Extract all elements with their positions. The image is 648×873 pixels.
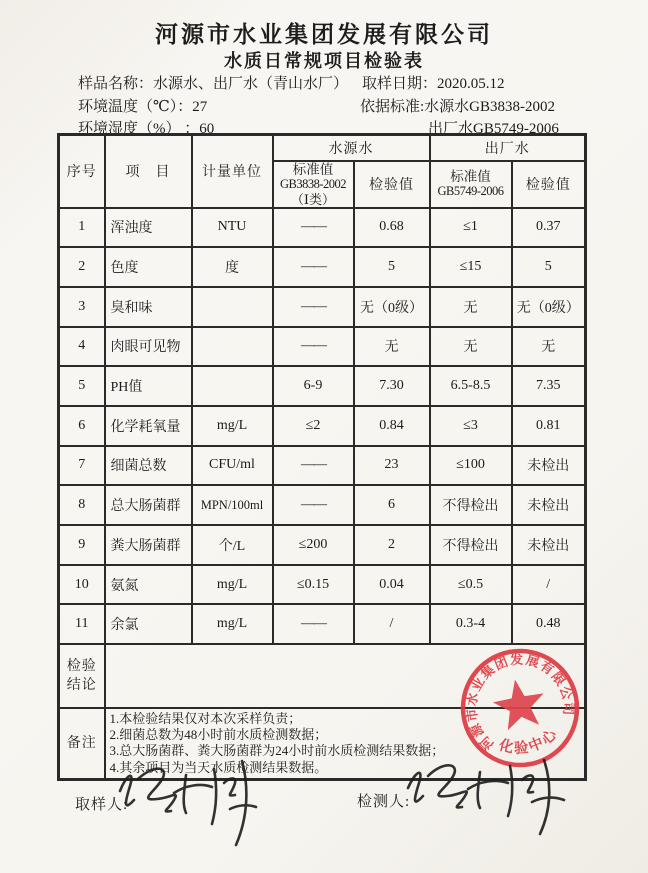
remark-line: 1.本检验结果仅对本次采样负责；	[109, 711, 302, 727]
row-source-standard: ≤2	[273, 406, 354, 446]
row-outlet-standard: 无	[430, 287, 512, 327]
row-item: 浑浊度	[105, 208, 192, 248]
table-row	[59, 366, 586, 406]
standard-basis-line	[360, 95, 555, 116]
row-source-standard: ——	[273, 485, 354, 525]
row-item: 粪大肠菌群	[105, 525, 192, 565]
row-outlet-value: 5	[512, 247, 586, 287]
row-outlet-standard: ≤0.5	[430, 565, 512, 605]
tester-signature	[398, 752, 583, 842]
basis-label: 依据标准:	[360, 99, 425, 115]
row-outlet-standard: 无	[430, 327, 512, 367]
humidity-value: 60	[199, 121, 215, 137]
row-source-standard: ——	[273, 446, 354, 486]
table-row	[59, 485, 586, 525]
row-outlet-standard: 不得检出	[430, 525, 512, 565]
row-seq: 7	[59, 446, 105, 486]
row-item: 色度	[105, 247, 192, 287]
conclusion-label: 检验 结论	[59, 644, 105, 708]
table-row	[59, 247, 586, 287]
row-item: 细菌总数	[105, 446, 192, 486]
sampler-signature	[110, 757, 270, 852]
row-outlet-standard: ≤1	[430, 208, 512, 248]
sample-name-label: 样品名称：	[78, 76, 154, 92]
col-header-unit: 计量单位	[192, 135, 273, 208]
temperature-value: 27	[192, 99, 208, 115]
table-row	[59, 604, 586, 644]
row-source-standard: ——	[273, 247, 354, 287]
row-source-value: 23	[354, 446, 430, 486]
humidity-label: 环境湿度（%） ：	[78, 121, 200, 137]
table-row	[59, 406, 586, 446]
group-header-source-water: 水源水	[273, 135, 430, 161]
row-source-standard: ——	[273, 208, 354, 248]
table-row	[59, 446, 586, 486]
col-header-outlet-standard: 标准值 GB5749-2006	[430, 161, 512, 208]
row-unit: MPN/100ml	[192, 485, 273, 525]
row-outlet-standard: ≤3	[430, 406, 512, 446]
col-header-outlet-checkvalue: 检验值	[512, 161, 586, 208]
sampling-date-label: 取样日期：	[362, 76, 438, 92]
row-source-value: 6	[354, 485, 430, 525]
row-seq: 3	[59, 287, 105, 327]
row-outlet-value: 未检出	[512, 446, 586, 486]
row-outlet-value: 0.48	[512, 604, 586, 644]
row-unit: 个/L	[192, 525, 273, 565]
col-header-seq: 序号	[59, 135, 105, 208]
table-row	[59, 525, 586, 565]
row-seq: 1	[59, 208, 105, 248]
row-item: 肉眼可见物	[105, 327, 192, 367]
row-source-standard: ——	[273, 287, 354, 327]
row-outlet-standard: ≤100	[430, 446, 512, 486]
row-source-standard: ≤0.15	[273, 565, 354, 605]
row-outlet-standard: 不得检出	[430, 485, 512, 525]
row-unit: mg/L	[192, 406, 273, 446]
row-seq: 2	[59, 247, 105, 287]
remark-line: 3.总大肠菌群、粪大肠菌群为24小时前水质检测结果数据；	[109, 743, 445, 759]
row-outlet-value: 无（0级）	[512, 287, 586, 327]
row-source-standard: ——	[273, 604, 354, 644]
row-outlet-value: 7.35	[512, 366, 586, 406]
remark-line: 2.细菌总数为48小时前水质检测数据；	[109, 727, 328, 743]
row-item: 余氯	[105, 604, 192, 644]
remark-line: 4.其余项目为当天水质检测结果数据。	[109, 759, 328, 775]
sample-name-line	[78, 72, 348, 93]
table-row	[59, 208, 586, 248]
col-header-item: 项 目	[105, 135, 192, 208]
seal-star-icon	[490, 675, 549, 732]
company-name-heading: 河源市水业集团发展有限公司	[155, 22, 493, 47]
row-outlet-value: 0.81	[512, 406, 586, 446]
row-seq: 10	[59, 565, 105, 605]
row-unit: mg/L	[192, 565, 273, 605]
row-item: 总大肠菌群	[105, 485, 192, 525]
row-unit: 度	[192, 247, 273, 287]
row-source-standard: ——	[273, 327, 354, 367]
row-unit: CFU/ml	[192, 446, 273, 486]
row-seq: 6	[59, 406, 105, 446]
seal-ring-text: 河源市水业集团发展有限公司	[463, 651, 577, 754]
row-seq: 4	[59, 327, 105, 367]
seal-center-text: 化验中心	[497, 725, 562, 758]
sampling-date-line	[362, 72, 505, 93]
row-item: PH值	[105, 366, 192, 406]
row-source-value: 无（0级）	[354, 287, 430, 327]
row-source-value: /	[354, 604, 430, 644]
row-source-value: 0.84	[354, 406, 430, 446]
basis-source-standard: 水源水GB3838-2002	[424, 99, 556, 115]
row-item: 化学耗氧量	[105, 406, 192, 446]
col-header-source-standard: 标准值 GB3838-2002 （Ⅰ类）	[273, 161, 354, 208]
ambient-temperature-line	[78, 95, 207, 116]
table-row	[59, 287, 586, 327]
row-outlet-value: 未检出	[512, 485, 586, 525]
row-seq: 11	[59, 604, 105, 644]
remarks-label: 备注	[59, 708, 105, 779]
row-seq: 9	[59, 525, 105, 565]
temperature-label: 环境温度（℃）：	[78, 99, 193, 115]
group-header-outlet-water: 出厂水	[430, 135, 586, 161]
row-outlet-standard: 6.5-8.5	[430, 366, 512, 406]
row-item: 氨氮	[105, 565, 192, 605]
row-source-value: 7.30	[354, 366, 430, 406]
row-source-value: 0.04	[354, 565, 430, 605]
row-item: 臭和味	[105, 287, 192, 327]
sampling-date-value: 2020.05.12	[437, 76, 505, 92]
row-source-value: 无	[354, 327, 430, 367]
sample-name-value: 水源水、出厂水（青山水厂）	[153, 76, 349, 92]
row-outlet-standard: ≤15	[430, 247, 512, 287]
row-unit: mg/L	[192, 604, 273, 644]
row-seq: 5	[59, 366, 105, 406]
row-source-standard: 6-9	[273, 366, 354, 406]
basis-outlet-standard: 出厂水GB5749-2006	[428, 121, 559, 137]
row-outlet-value: 未检出	[512, 525, 586, 565]
row-source-value: 2	[354, 525, 430, 565]
row-unit	[192, 287, 273, 327]
row-outlet-value: /	[512, 565, 586, 605]
sampler-label: 取样人:	[75, 797, 129, 813]
row-source-standard: ≤200	[273, 525, 354, 565]
row-source-value: 5	[354, 247, 430, 287]
row-unit: NTU	[192, 208, 273, 248]
row-unit	[192, 327, 273, 367]
table-row	[59, 327, 586, 367]
table-row	[59, 565, 586, 605]
report-title: 水质日常规项目检验表	[224, 51, 424, 71]
row-unit	[192, 366, 273, 406]
col-header-source-checkvalue: 检验值	[354, 161, 430, 208]
row-outlet-standard: 0.3-4	[430, 604, 512, 644]
row-source-value: 0.68	[354, 208, 430, 248]
row-outlet-value: 无	[512, 327, 586, 367]
tester-label: 检测人:	[357, 794, 411, 810]
row-seq: 8	[59, 485, 105, 525]
row-outlet-value: 0.37	[512, 208, 586, 248]
